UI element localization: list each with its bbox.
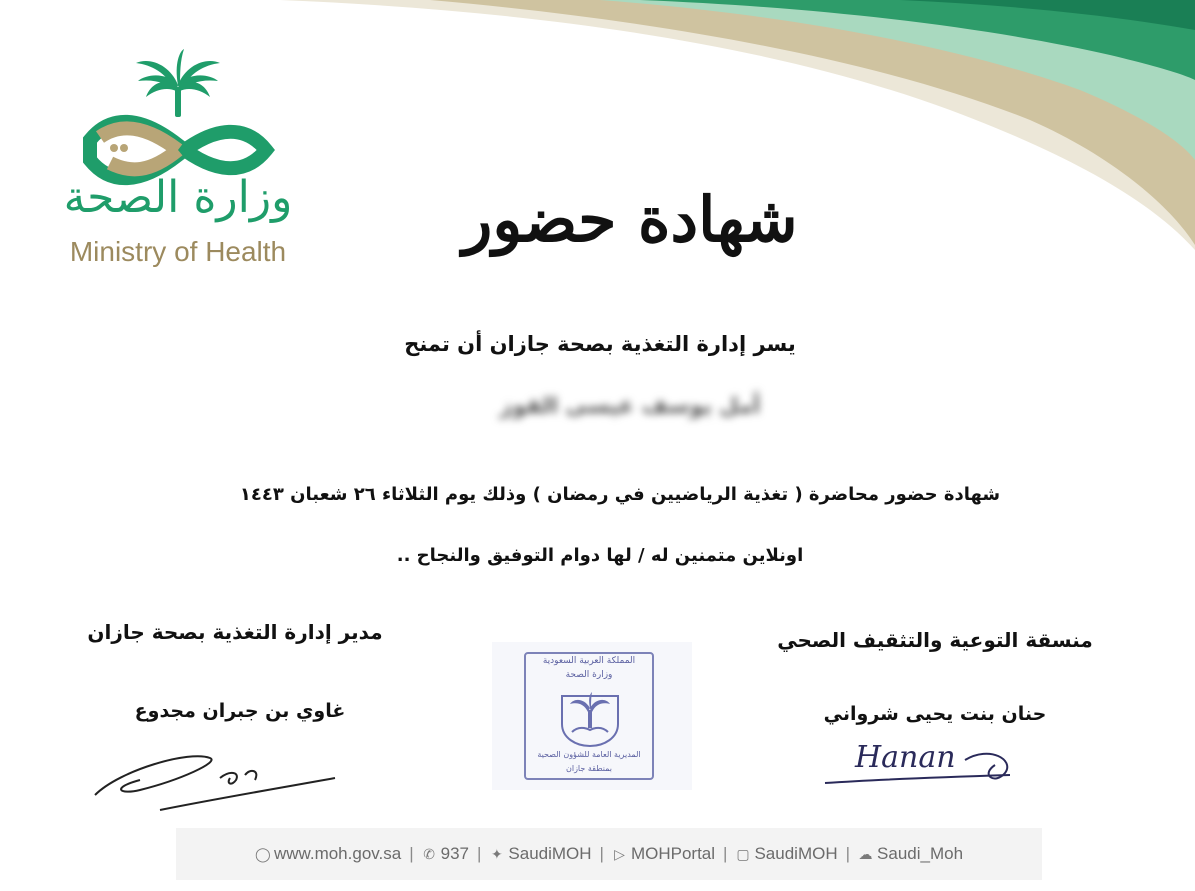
left-signatory-role: مدير إدارة التغذية بصحة جازان	[87, 620, 383, 644]
certificate-body-line-1: شهادة حضور محاضرة ( تغذية الرياضيين في رمضان ) وذلك يوم الثلاثاء ٢٦ شعبان ١٤٤٣	[239, 484, 1001, 505]
right-handwritten-signature	[815, 735, 1030, 795]
twitter-icon: ✦	[491, 845, 503, 862]
snapchat-icon: ☁	[858, 845, 873, 862]
phone-icon: ✆	[423, 845, 435, 862]
footer-separator: |	[409, 844, 414, 863]
footer-separator: |	[845, 844, 851, 863]
footer-facebook[interactable]	[735, 844, 837, 864]
stamp-top-line-2: وزارة الصحة	[565, 670, 613, 680]
footer-website[interactable]	[255, 844, 401, 864]
footer-snapchat[interactable]	[858, 844, 963, 864]
logo-english-text: Ministry of Health	[69, 236, 287, 267]
stamp-palm-emblem-icon	[554, 686, 626, 748]
facebook-icon: ▢	[736, 845, 750, 862]
footer-twitter[interactable]	[489, 844, 591, 864]
footer-separator: |	[599, 844, 604, 863]
logo-arabic-text: وزارة الصحة	[63, 172, 293, 223]
footer-separator: |	[723, 844, 728, 863]
stamp-bottom-line-1: المديرية العامة للشؤون الصحية	[537, 750, 641, 759]
footer-phone-text: 937	[440, 844, 469, 863]
footer-contact-bar	[176, 828, 1042, 880]
footer-facebook-text: SaudiMOH	[754, 844, 838, 863]
footer-twitter-text: SaudiMOH	[508, 844, 592, 863]
left-handwritten-signature	[80, 740, 350, 815]
certificate-body-line-2: اونلاين متمنين له / لها دوام التوفيق والنجاح ..	[396, 545, 804, 566]
footer-youtube[interactable]	[612, 844, 715, 864]
right-signatory-role: منسقة التوعية والتثقيف الصحي	[777, 628, 1093, 652]
certificate-title: شهادة حضور	[462, 183, 798, 256]
certificate-intro: يسر إدارة التغذية بصحة جازان أن تمنح	[404, 332, 796, 356]
stamp-bottom-line-2: بمنطقة جازان	[565, 764, 613, 773]
youtube-icon: ▷	[614, 845, 625, 862]
footer-youtube-text: MOHPortal	[630, 844, 716, 863]
right-signatory-name: حنان بنت يحيى شرواني	[823, 703, 1047, 725]
left-signatory-name: غاوي بن جبران مجدوع	[134, 700, 346, 722]
official-stamp	[492, 642, 692, 790]
footer-phone[interactable]	[422, 844, 469, 864]
recipient-name: أمل يوسف عيسى القوز	[499, 394, 761, 419]
stamp-top-line-1: المملكة العربية السعودية	[542, 656, 636, 666]
footer-website-text: www.moh.gov.sa	[273, 844, 402, 863]
globe-icon: ◯	[254, 845, 271, 862]
footer-snapchat-text: Saudi_Moh	[877, 844, 964, 863]
footer-separator: |	[476, 844, 482, 863]
right-signature-handwriting: Hanan	[855, 740, 956, 775]
